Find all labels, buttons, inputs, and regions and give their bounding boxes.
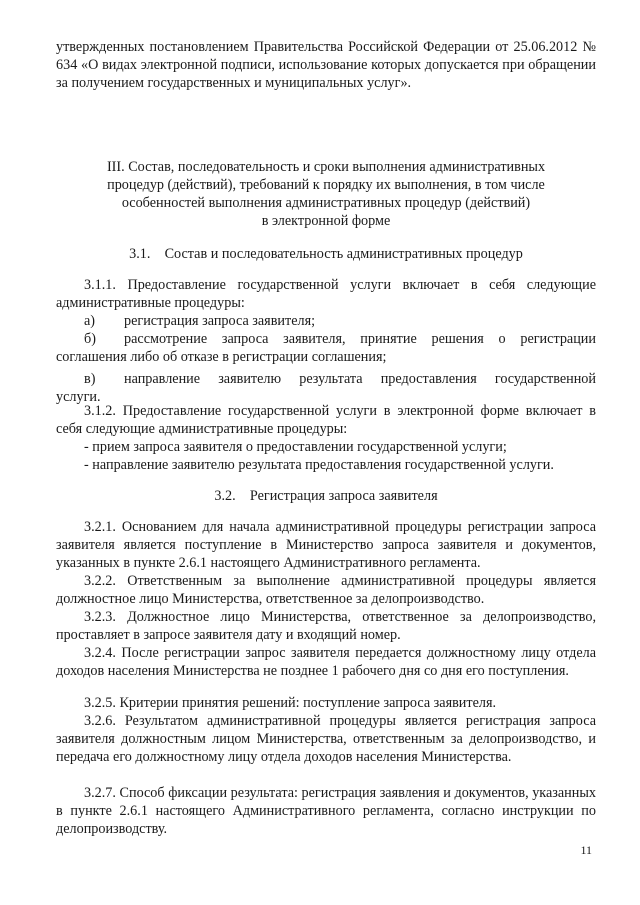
list-item-text: направление заявителю результата предоставления государственной (124, 371, 596, 387)
list-item (56, 312, 596, 330)
paragraph-3-2-2: 3.2.2. Ответственным за выполнение административной процедуры является должностное лицо Министерства, ответственное за делопроизводство. (56, 573, 596, 607)
electronic-procedures-list (56, 438, 596, 474)
section-title-line: особенностей выполнения административных процедур (действий) (121, 195, 531, 211)
paragraph-3-2-6: 3.2.6. Результатом административной процедуры является регистрация запроса заявителя должностным лицом Министерства, ответственным за делопроизводство, и передача его должностному лицу отдела доходов населения Министерства. (56, 713, 596, 765)
list-item-text: рассмотрение запроса заявителя, принятие решения о регистрации (124, 331, 596, 347)
procedure-list (56, 312, 596, 406)
list-item (56, 330, 596, 348)
page-number: 11 (580, 843, 592, 857)
section-title-line: III. Состав, последовательность и сроки выполнения административных (106, 159, 546, 175)
paragraph-3-2-5: 3.2.5. Критерии принятия решений: поступление запроса заявителя. (84, 695, 497, 711)
paragraph-3-1-2: 3.1.2. Предоставление государственной услуги в электронной форме включает в себя следующие административные процедуры: (56, 403, 596, 437)
intro-paragraph: утвержденных постановлением Правительства Российской Федерации от 25.06.2012 № 634 «О видах электронной подписи, использование которых допускается при обращении за получением государственных и муниципальных услуг». (56, 39, 596, 91)
list-item-continuation: услуги. (56, 389, 101, 405)
list-item-continuation: соглашения либо об отказе в регистрации соглашения; (56, 349, 387, 365)
list-item-label: в) (84, 371, 96, 387)
list-item-label: б) (84, 331, 96, 347)
dash-item: - направление заявителю результата предоставления государственной услуги. (84, 457, 554, 473)
paragraph-3-2-7: 3.2.7. Способ фиксации результата: регистрация заявления и документов, указанных в пункте 2.6.1 настоящего Административного регламента, согласно инструкции по делопроизводству. (56, 785, 596, 837)
section-title-line: в электронной форме (261, 213, 391, 229)
subsection-heading-3-1: 3.1. Состав и последовательность административных процедур (129, 246, 523, 262)
paragraph-3-2-1: 3.2.1. Основанием для начала административной процедуры регистрации запроса заявителя является поступление в Министерство запроса заявителя и документов, указанных в пункте 2.6.1 настоящего Административного регламента. (56, 519, 596, 571)
paragraph-3-2-4: 3.2.4. После регистрации запрос заявителя передается должностному лицу отдела доходов населения Министерства не позднее 1 рабочего дня со дня его поступления. (56, 645, 596, 679)
paragraph-3-2-3: 3.2.3. Должностное лицо Министерства, ответственное за делопроизводство, проставляет в запросе заявителя дату и входящий номер. (56, 609, 596, 643)
dash-item: - прием запроса заявителя о предоставлении государственной услуги; (84, 439, 507, 455)
list-item-text: регистрация запроса заявителя; (124, 313, 316, 329)
list-item-label: а) (84, 313, 96, 329)
list-item (56, 370, 596, 388)
section-title (56, 158, 596, 230)
paragraph-3-1-1: 3.1.1. Предоставление государственной услуги включает в себя следующие административные процедуры: (56, 277, 596, 311)
subsection-heading-3-2: 3.2. Регистрация запроса заявителя (214, 488, 438, 504)
section-title-line: процедур (действий), требований к порядку их выполнения, в том числе (107, 177, 545, 193)
